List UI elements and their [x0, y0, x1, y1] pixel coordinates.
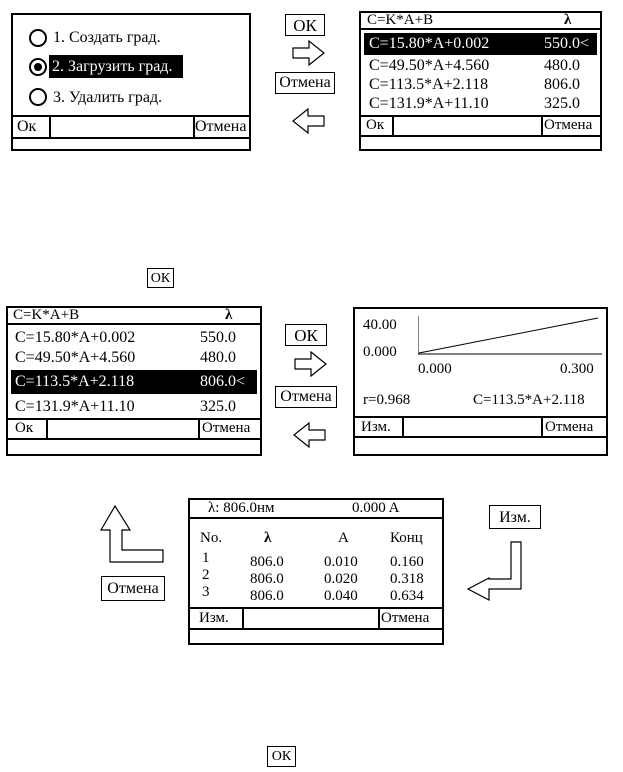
calibration-table-screen	[188, 498, 444, 645]
row-3-formula[interactable]: C=113.5*A+2.118	[15, 373, 135, 390]
x-axis-right-label: 0.300	[560, 361, 594, 377]
header-divider	[361, 28, 600, 30]
option-load-label[interactable]: 2. Загрузить град.	[52, 58, 173, 75]
row-2-lambda[interactable]: 480.0	[200, 349, 236, 366]
softkey-right-border	[378, 607, 380, 628]
edit-softkey[interactable]: Изм.	[361, 419, 391, 435]
calibration-graph-screen	[353, 307, 608, 456]
header-divider	[190, 517, 442, 519]
row-1-formula[interactable]: C=15.80*A+0.002	[15, 329, 136, 346]
row-1-lambda: 806.0	[250, 554, 284, 570]
x-axis-left-label: 0.000	[418, 361, 452, 377]
cancel-key[interactable]: Отмена	[275, 72, 335, 94]
row-3-no: 3	[202, 584, 210, 600]
arrow-down-left-icon	[467, 541, 523, 603]
row-3-lambda[interactable]: 806.0	[544, 76, 580, 93]
calibration-line	[419, 318, 598, 353]
bottom-divider	[355, 436, 606, 438]
edit-softkey[interactable]: Изм.	[199, 610, 229, 626]
row-4-formula[interactable]: C=131.9*A+11.10	[369, 95, 489, 112]
softkey-divider	[355, 416, 606, 418]
softkey-right-border	[541, 416, 543, 436]
cancel-key-mid[interactable]: Отмена	[275, 386, 337, 408]
radio-load[interactable]	[29, 58, 47, 76]
arrow-up-return-icon	[100, 505, 166, 565]
header-lambda: λ	[225, 307, 233, 323]
ok-key-mid[interactable]: ОК	[285, 324, 327, 346]
ok-softkey[interactable]: Ок	[366, 117, 385, 133]
calibration-list-screen-2	[6, 306, 262, 456]
wavelength-readout: λ: 806.0нм	[208, 500, 275, 516]
col-header-no: No.	[200, 530, 223, 546]
calibration-menu-screen	[11, 13, 251, 151]
bottom-divider	[361, 135, 600, 137]
bottom-divider	[190, 628, 442, 630]
softkey-left-border	[402, 416, 404, 436]
calibration-plot	[418, 316, 602, 356]
row-3-lambda: 806.0	[250, 588, 284, 604]
row-3-lambda[interactable]: 806.0<	[200, 373, 246, 390]
cancel-softkey[interactable]: Отмена	[381, 610, 430, 626]
arrow-left-icon	[293, 422, 327, 448]
ok-softkey[interactable]: Ок	[15, 420, 34, 436]
cancel-softkey[interactable]: Отмена	[545, 419, 594, 435]
row-1-absorbance: 0.010	[324, 554, 358, 570]
absorbance-readout: 0.000 A	[352, 500, 400, 516]
cancel-softkey[interactable]: Отмена	[195, 118, 247, 135]
cancel-softkey[interactable]: Отмена	[202, 420, 251, 436]
ok-key[interactable]: ОК	[285, 14, 325, 36]
calibration-list-screen-1	[359, 11, 602, 151]
arrow-left-icon	[292, 108, 326, 134]
row-1-no: 1	[202, 550, 210, 566]
row-3-concentration: 0.634	[390, 588, 424, 604]
row-1-lambda[interactable]: 550.0<	[544, 35, 590, 52]
softkey-right-border	[541, 115, 543, 135]
header-divider	[8, 323, 260, 325]
col-header-lambda: λ	[264, 530, 272, 546]
row-3-formula[interactable]: C=113.5*A+2.118	[369, 76, 489, 93]
row-1-lambda[interactable]: 550.0	[200, 329, 236, 346]
header-formula: C=K*A+B	[13, 307, 80, 323]
bottom-divider	[13, 137, 249, 139]
col-header-concentration: Конц	[390, 530, 423, 546]
arrow-right-icon	[294, 351, 328, 377]
row-2-formula[interactable]: C=49.50*A+4.560	[15, 349, 136, 366]
row-3-absorbance: 0.040	[324, 588, 358, 604]
col-header-absorbance: A	[338, 530, 349, 546]
row-2-no: 2	[202, 567, 210, 583]
cancel-key-bottom[interactable]: Отмена	[101, 576, 165, 601]
correlation-value: r=0.968	[363, 392, 411, 408]
row-2-absorbance: 0.020	[324, 571, 358, 587]
row-4-formula[interactable]: C=131.9*A+11.10	[15, 398, 135, 415]
softkey-left-border	[49, 115, 51, 137]
y-axis-top-label: 40.00	[363, 317, 397, 333]
ok-key-small[interactable]: ОК	[147, 268, 174, 288]
bottom-divider	[8, 438, 260, 440]
radio-create[interactable]	[29, 29, 47, 47]
row-4-lambda[interactable]: 325.0	[200, 398, 236, 415]
row-1-formula[interactable]: C=15.80*A+0.002	[369, 35, 490, 52]
softkey-left-border	[46, 418, 48, 438]
row-1-concentration: 0.160	[390, 554, 424, 570]
row-2-formula[interactable]: C=49.50*A+4.560	[369, 57, 490, 74]
header-formula: C=K*A+B	[367, 12, 434, 28]
row-2-lambda[interactable]: 480.0	[544, 57, 580, 74]
option-create-label: 1. Создать град.	[53, 29, 161, 46]
option-delete-label: 3. Удалить град.	[53, 89, 163, 106]
equation-value: C=113.5*A+2.118	[473, 392, 585, 408]
row-2-concentration: 0.318	[390, 571, 424, 587]
row-2-lambda: 806.0	[250, 571, 284, 587]
softkey-left-border	[242, 607, 244, 628]
softkey-right-border	[198, 418, 200, 438]
softkey-left-border	[392, 115, 394, 135]
y-axis-bottom-label: 0.000	[363, 344, 397, 360]
row-4-lambda[interactable]: 325.0	[544, 95, 580, 112]
edit-key[interactable]: Изм.	[489, 505, 541, 529]
ok-key-small-bottom[interactable]: ОК	[267, 746, 296, 767]
radio-delete[interactable]	[29, 88, 47, 106]
cancel-softkey[interactable]: Отмена	[544, 117, 593, 133]
softkey-divider	[190, 607, 442, 609]
header-lambda: λ	[564, 12, 572, 28]
arrow-right-icon	[292, 40, 326, 66]
ok-softkey[interactable]: Ок	[17, 118, 37, 135]
